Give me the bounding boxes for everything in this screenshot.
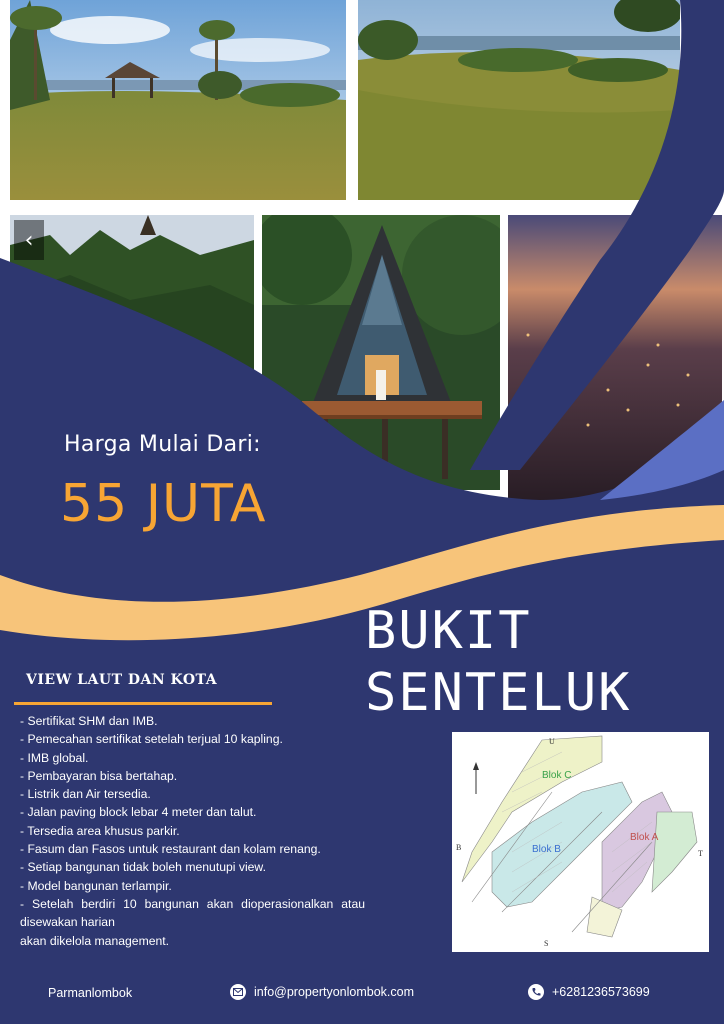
- feature-item: - Setelah berdiri 10 bangunan akan dioperasionalkan atau disewakan harian: [20, 896, 365, 930]
- compass-north-label: U: [549, 737, 555, 746]
- block-b-label: Blok B: [532, 844, 561, 855]
- block-a-label: Blok A: [630, 832, 659, 843]
- feature-item: - Jalan paving block lebar 4 meter dan talut.: [20, 805, 257, 820]
- price-value: 55 JUTA: [60, 474, 267, 534]
- feature-item: - Tersedia area khusus parkir.: [20, 823, 180, 838]
- north-arrow-icon: [473, 762, 479, 794]
- title-line-1: BUKIT: [365, 601, 532, 661]
- heading-underline: [14, 702, 272, 705]
- feature-item: - Sertifikat SHM dan IMB.: [20, 714, 158, 728]
- feature-item: - Listrik dan Air tersedia.: [20, 787, 151, 802]
- price-label: Harga Mulai Dari:: [64, 432, 261, 457]
- title-line-2: SENTELUK: [365, 663, 632, 723]
- footer-name: Parmanlombok: [48, 986, 133, 1000]
- chevron-left-icon: ‹: [24, 227, 34, 253]
- email-text: info@propertyonlombok.com: [254, 985, 414, 999]
- feature-item: - Model bangunan terlampir.: [20, 878, 172, 893]
- compass-south-label: S: [544, 939, 549, 948]
- features-list: [20, 712, 365, 950]
- envelope-icon: [230, 984, 246, 1000]
- project-title: [365, 600, 631, 724]
- feature-item: - IMB global.: [20, 750, 89, 765]
- view-heading: VIEW LAUT DAN KOTA: [26, 672, 218, 688]
- feature-item: - Pemecahan sertifikat setelah terjual 10 kapling.: [20, 732, 283, 747]
- feature-item: - Pembayaran bisa bertahap.: [20, 768, 178, 783]
- footer-email-link[interactable]: [230, 984, 414, 1000]
- compass-west-label: B: [456, 843, 462, 852]
- feature-item: - Setiap bangunan tidak boleh menutupi view.: [20, 860, 266, 875]
- block-c-label: Blok C: [542, 770, 572, 781]
- site-plan-map: [452, 732, 709, 952]
- footer-phone-link[interactable]: [528, 984, 650, 1000]
- feature-item: akan dikelola management.: [20, 933, 170, 948]
- compass-east-label: T: [698, 849, 703, 858]
- feature-item: - Fasum dan Fasos untuk restaurant dan kolam renang.: [20, 842, 321, 857]
- phone-text: +6281236573699: [552, 985, 650, 999]
- whatsapp-phone-icon: [528, 984, 544, 1000]
